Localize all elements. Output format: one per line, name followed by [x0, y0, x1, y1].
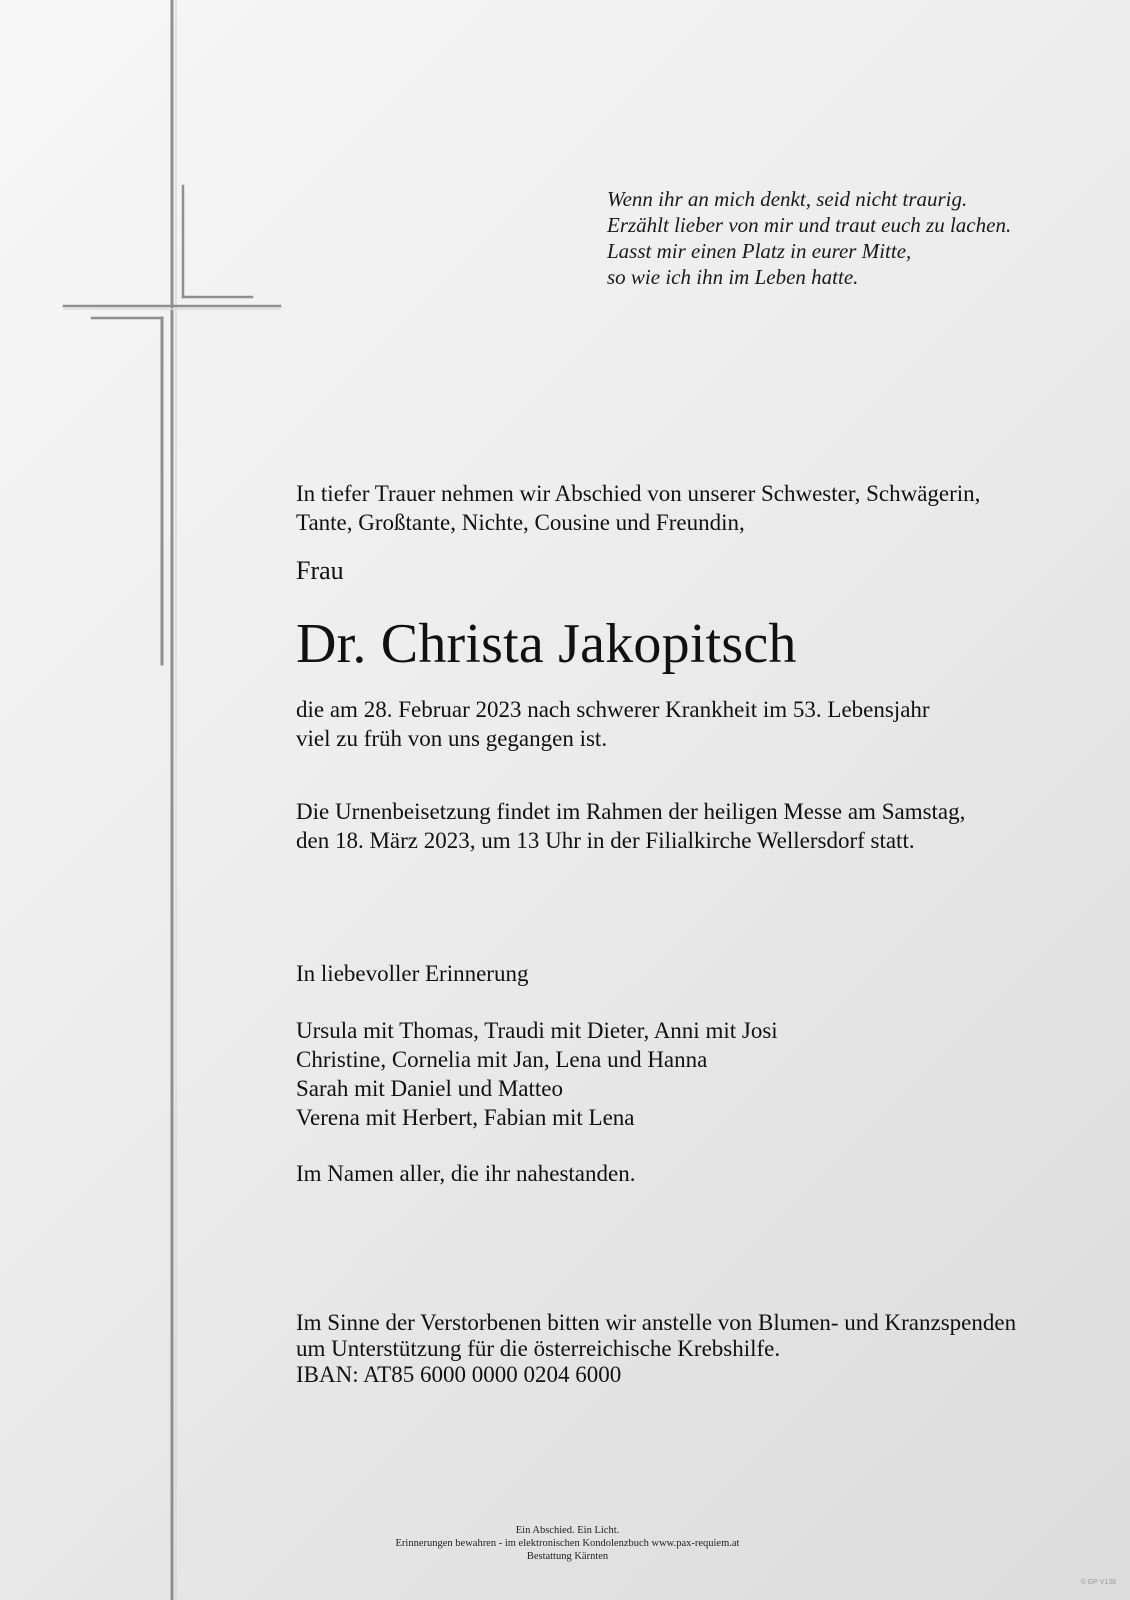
family-line: Ursula mit Thomas, Traudi mit Dieter, Anni mit Josi: [296, 1018, 778, 1043]
footer-slogan: Ein Abschied. Ein Licht.: [515, 1525, 620, 1536]
death-notice: [296, 695, 1096, 753]
death-notice-line: die am 28. Februar 2023 nach schwerer Krankheit im 53. Lebensjahr: [296, 697, 930, 722]
intro-line: Tante, Großtante, Nichte, Cousine und Freundin,: [296, 510, 745, 535]
family-line: Christine, Cornelia mit Jan, Lena und Hanna: [296, 1047, 708, 1072]
poem-line: Wenn ihr an mich denkt, seid nicht traurig.: [607, 187, 968, 211]
intro-paragraph: [296, 479, 1096, 537]
poem: [607, 186, 1087, 290]
cross-icon: [0, 0, 300, 1600]
memory-heading: In liebevoller Erinnerung: [296, 961, 529, 986]
donation-notice: [296, 1310, 1096, 1388]
poem-line: Lasst mir einen Platz in eurer Mitte,: [607, 239, 912, 263]
deceased-name: Dr. Christa Jakopitsch: [296, 613, 797, 675]
footer-kondolenz-link[interactable]: Erinnerungen bewahren - im elektronischen Kondolenzbuch www.pax-requiem.at: [395, 1538, 740, 1549]
funeral-line: Die Urnenbeisetzung findet im Rahmen der heiligen Messe am Samstag,: [296, 799, 966, 824]
family-line: Sarah mit Daniel und Matteo: [296, 1076, 563, 1101]
salutation: Frau: [296, 556, 344, 585]
funeral-line: den 18. März 2023, um 13 Uhr in der Filialkirche Wellersdorf statt.: [296, 828, 915, 853]
family-list: [296, 1016, 1096, 1132]
closing-line: Im Namen aller, die ihr nahestanden.: [296, 1161, 636, 1186]
funeral-notice: [296, 797, 1096, 855]
copyright-mark: © GP V138: [1080, 1579, 1116, 1586]
footer: [370, 1524, 765, 1563]
poem-line: Erzählt lieber von mir und traut euch zu lachen.: [607, 213, 1012, 237]
donation-line: Im Sinne der Verstorbenen bitten wir anstelle von Blumen- und Kranzspenden: [296, 1310, 1017, 1335]
family-line: Verena mit Herbert, Fabian mit Lena: [296, 1105, 635, 1130]
iban-line: IBAN: AT85 6000 0000 0204 6000: [296, 1362, 622, 1387]
poem-line: so wie ich ihn im Leben hatte.: [607, 265, 859, 289]
intro-line: In tiefer Trauer nehmen wir Abschied von unserer Schwester, Schwägerin,: [296, 481, 981, 506]
footer-company: Bestattung Kärnten: [526, 1551, 609, 1562]
donation-line: um Unterstützung für die österreichische Krebshilfe.: [296, 1336, 781, 1361]
death-notice-line: viel zu früh von uns gegangen ist.: [296, 726, 608, 751]
